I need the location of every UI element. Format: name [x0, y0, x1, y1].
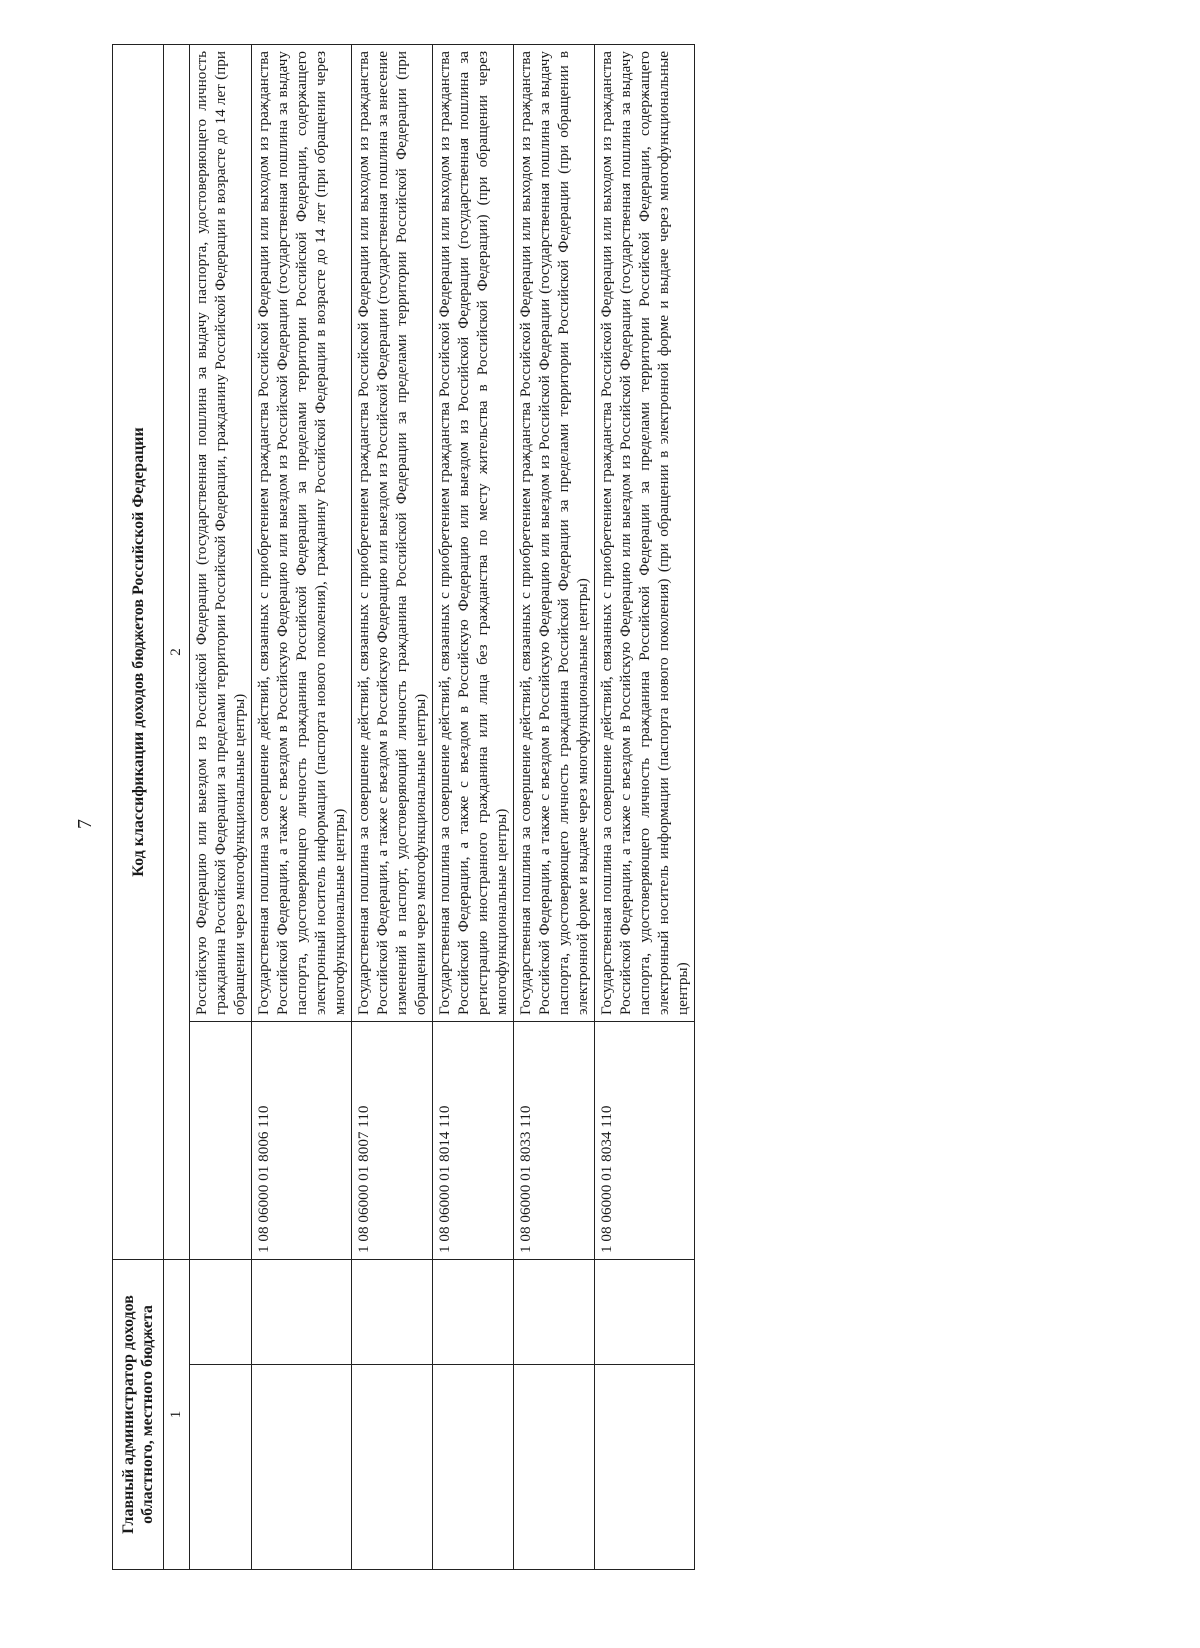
administrator-cell [514, 1365, 595, 1570]
administrator-cell [595, 1365, 695, 1570]
description-cell: Государственная пошлина за совершение действий, связанных с приобретением гражданства Российской Федерации или выходом из гражданства Российской Федерации, а также с въездом в Российскую Федерацию или выездом из Российской Федерации (государственная пошлина за выдачу паспорта, удостоверяющего личность гражданина Российской Федерации за пределами территории Российской Федерации, содержащего электронный носитель информации (паспорта нового поколения), гражданину Российской Федерации в возрасте до 14 лет (при обращении через многофункциональные центры) [252, 44, 352, 1021]
administrator-subcell [252, 1259, 352, 1364]
administrator-cell [433, 1365, 514, 1570]
header-administrator: Главный администратор доходов областного, местного бюджета [113, 1259, 164, 1569]
administrator-cell [352, 1365, 433, 1570]
header-classification-code: Код классификации доходов бюджетов Российской Федерации [113, 44, 164, 1259]
description-cell: Государственная пошлина за совершение действий, связанных с приобретением гражданства Российской Федерации или выходом из гражданства Российской Федерации, а также с въездом в Российскую Федерацию или выездом из Российской Федерации (государственная пошлина за внесение изменений в паспорт, удостоверяющий личность гражданина Российской Федерации за пределами территории Российской Федерации (при обращении через многофункциональные центры) [352, 44, 433, 1021]
code-cell: 1 08 06000 01 8006 110 [252, 1021, 352, 1259]
administrator-subcell [595, 1259, 695, 1364]
table-row [252, 44, 352, 1569]
description-cell: Государственная пошлина за совершение действий, связанных с приобретением гражданства Российской Федерации или выходом из гражданства Российской Федерации, а также с въездом в Российскую Федерацию или выездом из Российской Федерации (государственная пошлина за выдачу паспорта, удостоверяющего личность гражданина Российской Федерации за пределами территории Российской Федерации, содержащего электронный носитель информации (паспорта нового поколения) (при обращении в электронной форме и выдаче через многофункциональные центры) [595, 44, 695, 1021]
description-cell: Государственная пошлина за совершение действий, связанных с приобретением гражданства Российской Федерации или выходом из гражданства Российской Федерации, а также с въездом в Российскую Федерацию или выездом из Российской Федерации (государственная пошлина за регистрацию иностранного гражданина или лица без гражданства по месту жительства в Российской Федерации) (при обращении через многофункциональные центры) [433, 44, 514, 1021]
description-cell: Государственная пошлина за совершение действий, связанных с приобретением гражданства Российской Федерации или выходом из гражданства Российской Федерации, а также с въездом в Российскую Федерацию или выездом из Российской Федерации (государственная пошлина за выдачу паспорта, удостоверяющего личность гражданина Российской Федерации за пределами территории Российской Федерации (при обращении в электронной форме и выдаче через многофункциональные центры) [514, 44, 595, 1021]
code-cell [190, 1021, 252, 1259]
column-number-1: 1 [164, 1259, 190, 1569]
administrator-subcell [190, 1259, 252, 1364]
table-row [352, 44, 433, 1569]
page-number: 7 [74, 819, 96, 829]
table-row [595, 44, 695, 1569]
column-number-2: 2 [164, 44, 190, 1259]
administrator-cell [252, 1365, 352, 1570]
table-row [514, 44, 595, 1569]
table-row [433, 44, 514, 1569]
administrator-cell [190, 1365, 252, 1570]
code-cell: 1 08 06000 01 8033 110 [514, 1021, 595, 1259]
header-row [113, 44, 164, 1569]
code-cell: 1 08 06000 01 8034 110 [595, 1021, 695, 1259]
table-row [190, 44, 252, 1569]
column-number-row [164, 44, 190, 1569]
revenue-classification-table [112, 44, 695, 1570]
code-cell: 1 08 06000 01 8007 110 [352, 1021, 433, 1259]
description-cell: Российскую Федерацию или выездом из Российской Федерации (государственная пошлина за выдачу паспорта, удостоверяющего личность гражданина Российской Федерации за пределами территории Российской Федерации, гражданину Российской Федерации в возрасте до 14 лет (при обращении через многофункциональные центры) [190, 44, 252, 1021]
administrator-subcell [352, 1259, 433, 1364]
administrator-subcell [433, 1259, 514, 1364]
administrator-subcell [514, 1259, 595, 1364]
code-cell: 1 08 06000 01 8014 110 [433, 1021, 514, 1259]
